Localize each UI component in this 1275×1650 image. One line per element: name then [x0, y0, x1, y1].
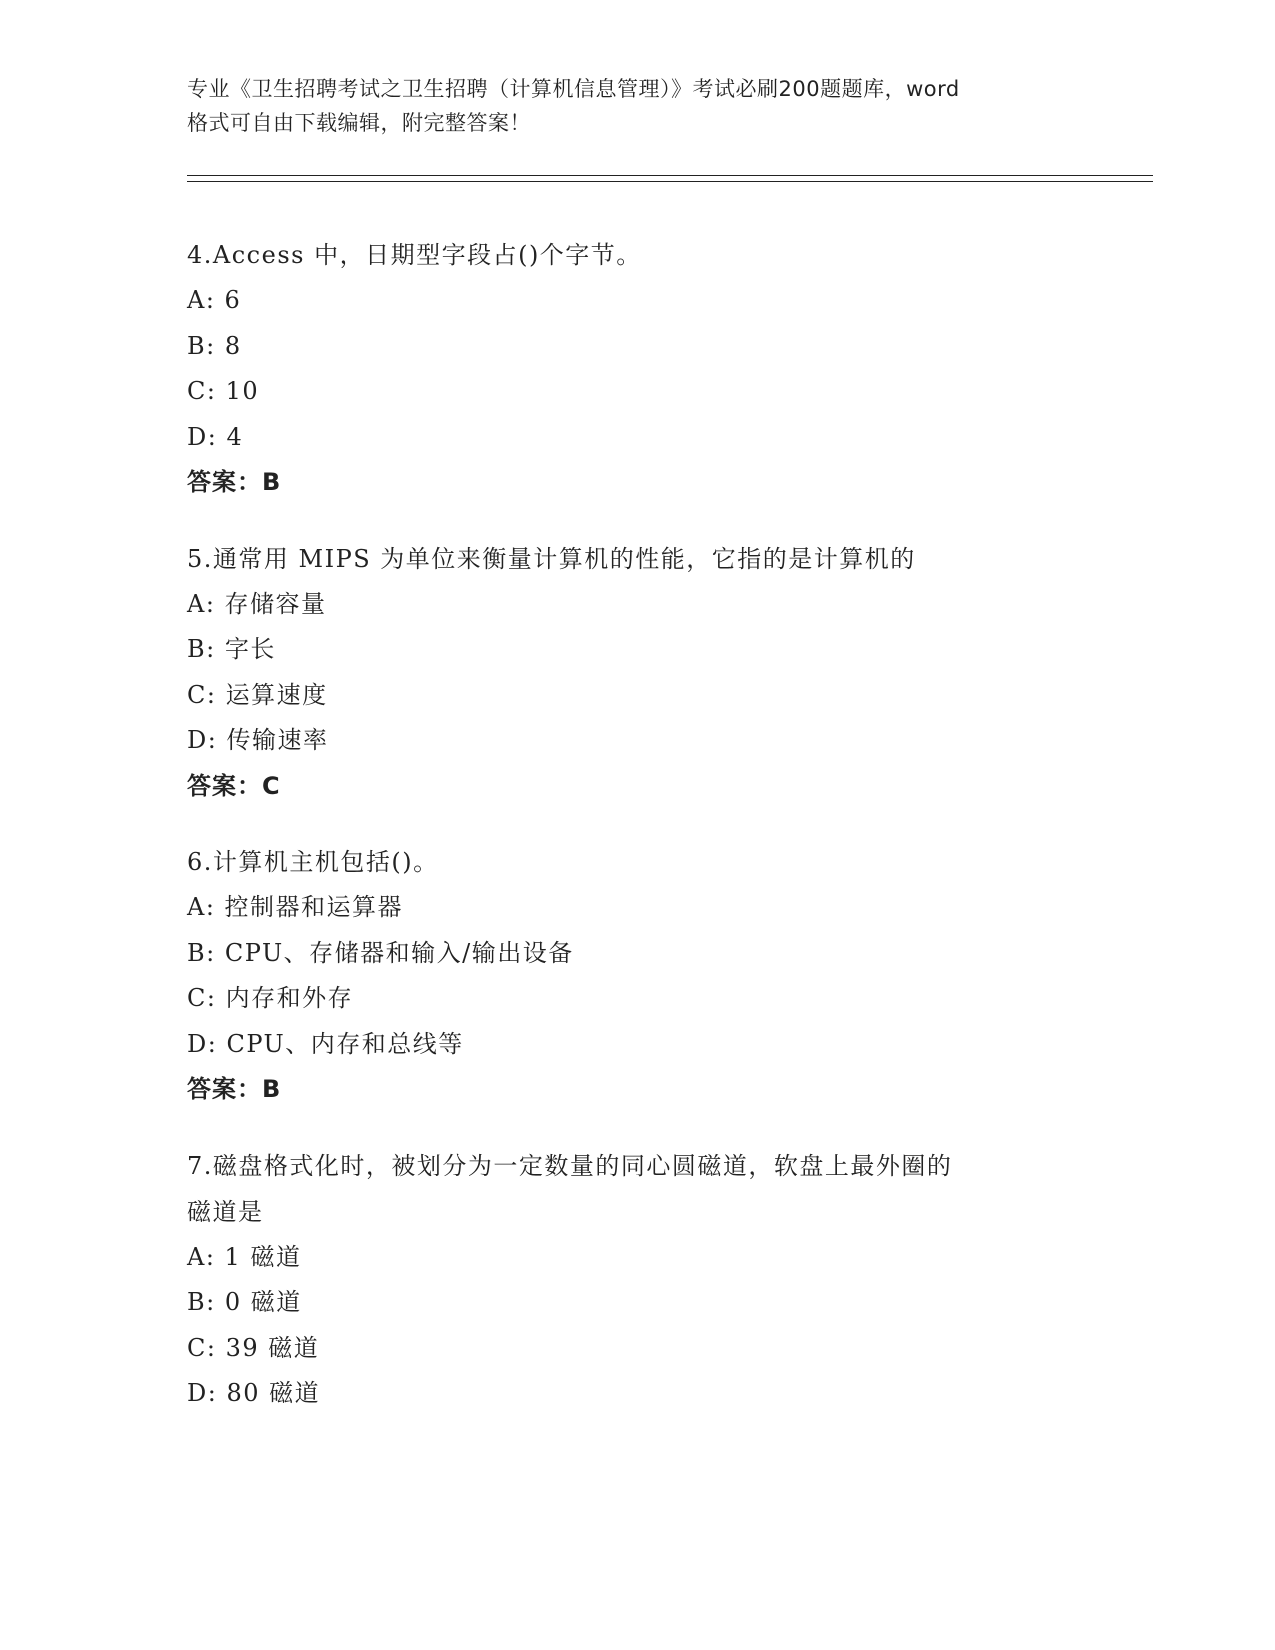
answer-label: 答案：C: [187, 771, 281, 800]
question-stem: 5.通常用 MIPS 为单位来衡量计算机的性能，它指的是计算机的: [187, 544, 916, 573]
question-6: [187, 839, 1153, 1113]
option-c: C: 39 磁道: [187, 1333, 320, 1362]
answer-label: 答案：B: [187, 468, 282, 496]
question-stem-line-1: 7.磁盘格式化时，被划分为一定数量的同心圆磁道，软盘上最外圈的: [187, 1151, 953, 1180]
answer-label: 答案：B: [187, 1075, 282, 1103]
question-stem: 6.计算机主机包括()。: [187, 848, 439, 876]
header-divider-bottom: [187, 181, 1153, 182]
question-stem: 4.Access 中，日期型字段占()个字节。: [187, 241, 642, 269]
option-b: B: 字长: [187, 635, 276, 663]
option-c: C: 10: [187, 377, 260, 405]
option-d: D: 传输速率: [187, 726, 329, 754]
option-c: C: 运算速度: [187, 680, 328, 709]
question-list: [187, 232, 1153, 1447]
option-a: A: 6: [187, 286, 242, 314]
option-c: C: 内存和外存: [187, 984, 354, 1012]
header-line-1: 专业《卫生招聘考试之卫生招聘（计算机信息管理）》考试必刷200题题库，word: [187, 77, 960, 101]
option-d: D: CPU、内存和总线等: [187, 1029, 464, 1058]
option-b: B: CPU、存储器和输入/输出设备: [187, 938, 574, 967]
question-5: [187, 536, 1153, 810]
option-a: A: 控制器和运算器: [187, 893, 404, 921]
header-line-2: 格式可自由下载编辑，附完整答案！: [187, 111, 531, 135]
question-4: [187, 232, 1153, 506]
header-divider-top: [187, 175, 1153, 176]
option-a: A: 存储容量: [187, 589, 327, 618]
option-d: D: 4: [187, 422, 244, 451]
document-header: [187, 72, 1087, 140]
option-b: B: 8: [187, 331, 242, 360]
question-stem-line-2: 磁道是: [187, 1197, 264, 1226]
option-a: A: 1 磁道: [187, 1242, 302, 1271]
option-d: D: 80 磁道: [187, 1379, 321, 1407]
option-b: B: 0 磁道: [187, 1288, 302, 1316]
question-7: [187, 1143, 1153, 1417]
